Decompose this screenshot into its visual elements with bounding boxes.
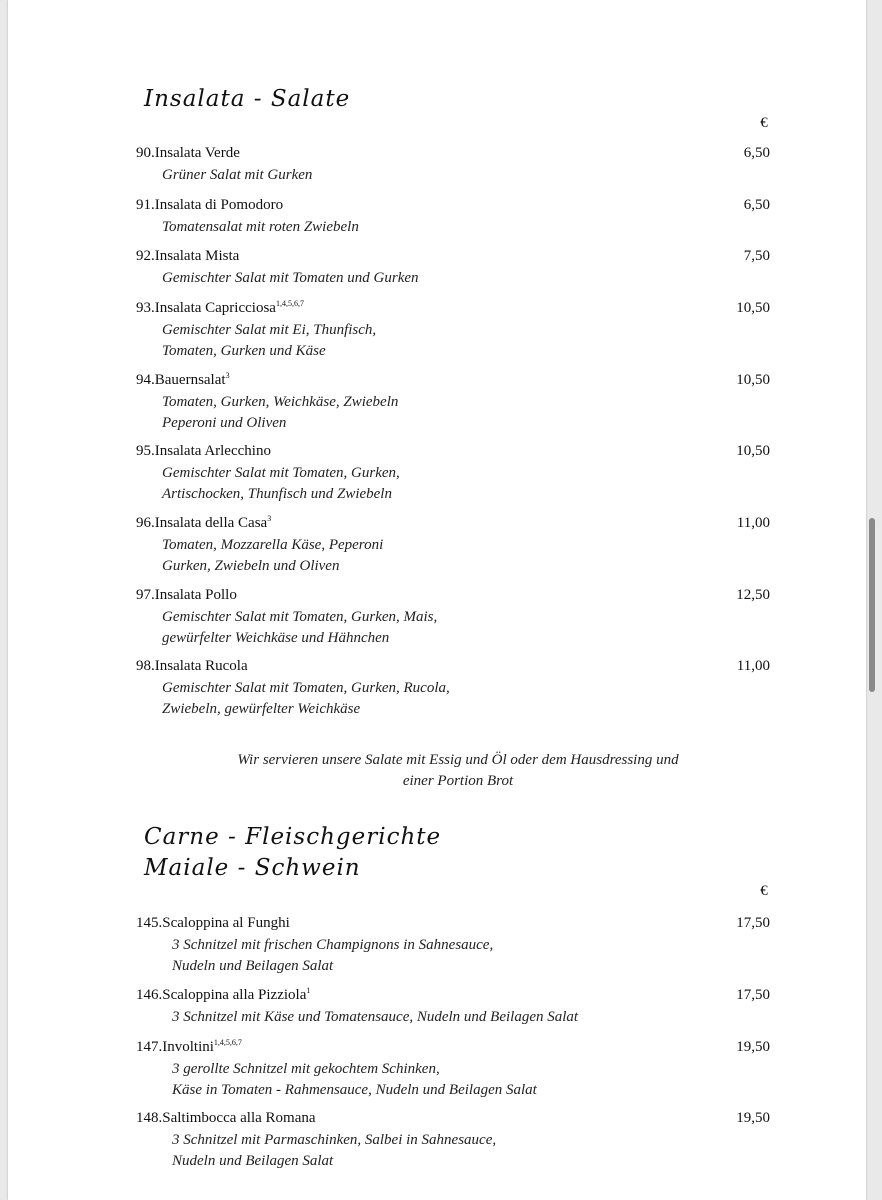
menu-item-title: Insalata di Pomodoro	[154, 197, 284, 213]
description-line: Gemischter Salat mit Ei, Thunfisch,	[162, 322, 377, 338]
menu-item-name	[136, 372, 230, 389]
menu-item-title: Insalata Mista	[154, 248, 240, 264]
description-line: Artischocken, Thunfisch und Zwiebeln	[162, 485, 392, 502]
description-line: Gemischter Salat mit Tomaten, Gurken, Rucola,	[162, 680, 450, 696]
menu-item-name	[136, 915, 290, 932]
menu-item-price: 10,50	[736, 443, 770, 459]
description-line: 3 Schnitzel mit Parmaschinken, Salbei in Sahnesauce,	[172, 1132, 497, 1148]
description-line: Nudeln und Beilagen Salat	[172, 957, 334, 974]
menu-item-number: 148.	[136, 1110, 163, 1126]
menu-item-price: 11,00	[736, 658, 770, 674]
menu-item-name	[136, 145, 240, 162]
menu-item-description	[162, 320, 376, 361]
menu-item-number: 97.	[136, 587, 155, 603]
menu-item-description	[162, 678, 450, 719]
menu-item-title: Saltimbocca alla Romana	[162, 1110, 316, 1126]
description-line: 3 Schnitzel mit frischen Champignons in Sahnesauce,	[172, 937, 494, 953]
menu-item-title: Scaloppina al Funghi	[162, 915, 290, 931]
menu-item-number: 91.	[136, 197, 155, 213]
menu-item-number: 145.	[136, 915, 163, 931]
menu-item-name	[136, 1110, 316, 1127]
description-line: gewürfelter Weichkäse und Hähnchen	[162, 629, 390, 646]
currency-header-meat: €	[760, 883, 768, 899]
menu-item-name	[136, 658, 248, 675]
description-line: Gemischter Salat mit Tomaten und Gurken	[162, 270, 419, 286]
section-title-salads: Insalata - Salate	[144, 86, 351, 112]
menu-item-number: 146.	[136, 987, 163, 1003]
description-line: Nudeln und Beilagen Salat	[172, 1152, 334, 1169]
menu-item-name	[136, 1039, 242, 1056]
menu-item-number: 92.	[136, 248, 155, 264]
note-line: Wir servieren unsere Salate mit Essig und Öl oder dem Hausdressing und	[237, 752, 679, 768]
section-subtitle-pork: Maiale - Schwein	[144, 855, 361, 881]
menu-item-price: 7,50	[743, 248, 770, 264]
menu-item-number: 147.	[136, 1039, 163, 1055]
description-line: Tomaten, Gurken, Weichkäse, Zwiebeln	[162, 394, 399, 410]
menu-item-title: Bauernsalat	[154, 372, 226, 388]
menu-item-description	[172, 935, 493, 976]
menu-item-description	[162, 392, 398, 433]
allergen-codes: 3	[225, 371, 230, 380]
menu-item-price: 17,50	[736, 987, 770, 1003]
menu-item-description	[162, 165, 312, 186]
menu-item-number: 96.	[136, 515, 155, 531]
menu-item-title: Insalata Rucola	[154, 658, 248, 674]
menu-item-price: 10,50	[736, 300, 770, 316]
menu-item-description	[172, 1059, 537, 1100]
menu-item-price: 10,50	[736, 372, 770, 388]
menu-item-price: 19,50	[736, 1039, 770, 1055]
menu-item-name	[136, 248, 239, 265]
menu-item-price: 17,50	[736, 915, 770, 931]
menu-item-price: 6,50	[743, 197, 770, 213]
description-line: 3 gerollte Schnitzel mit gekochtem Schinken,	[172, 1061, 440, 1077]
description-line: Gemischter Salat mit Tomaten, Gurken,	[162, 465, 400, 481]
salad-serving-note	[128, 750, 788, 791]
allergen-codes: 1,4,5,6,7	[213, 1038, 242, 1047]
allergen-codes: 1	[306, 986, 311, 995]
description-line: Tomaten, Mozzarella Käse, Peperoni	[162, 537, 384, 553]
description-line: Zwiebeln, gewürfelter Weichkäse	[162, 700, 361, 717]
menu-item-price: 6,50	[743, 145, 770, 161]
menu-item-description	[162, 607, 437, 648]
menu-item-description	[172, 1007, 578, 1028]
section-title-meat: Carne - Fleischgerichte	[144, 824, 442, 850]
menu-item-title: Involtini	[162, 1039, 214, 1055]
note-line: einer Portion Brot	[402, 772, 514, 789]
description-line: Tomaten, Gurken und Käse	[162, 342, 326, 359]
menu-item-number: 95.	[136, 443, 155, 459]
menu-item-title: Insalata della Casa	[154, 515, 268, 531]
description-line: Peperoni und Oliven	[162, 414, 287, 431]
menu-item-name	[136, 515, 271, 532]
description-line: Gurken, Zwiebeln und Oliven	[162, 557, 340, 574]
menu-item-name	[136, 300, 304, 317]
menu-item-description	[162, 268, 419, 289]
menu-item-title: Insalata Arlecchino	[154, 443, 271, 459]
menu-item-number: 93.	[136, 300, 155, 316]
menu-item-description	[162, 535, 383, 576]
menu-item-number: 98.	[136, 658, 155, 674]
menu-item-description	[172, 1130, 496, 1171]
currency-header-salads: €	[760, 115, 768, 131]
menu-item-price: 12,50	[736, 587, 770, 603]
description-line: Tomatensalat mit roten Zwiebeln	[162, 219, 359, 235]
menu-item-title: Insalata Capricciosa	[154, 300, 276, 316]
description-line: Gemischter Salat mit Tomaten, Gurken, Mais,	[162, 609, 438, 625]
menu-item-title: Scaloppina alla Pizziola	[162, 987, 307, 1003]
menu-item-name	[136, 443, 271, 460]
menu-item-number: 94.	[136, 372, 155, 388]
menu-item-price: 19,50	[736, 1110, 770, 1126]
menu-item-name	[136, 587, 237, 604]
menu-item-number: 90.	[136, 145, 155, 161]
description-line: Grüner Salat mit Gurken	[162, 167, 313, 183]
menu-item-name	[136, 987, 310, 1004]
scrollbar-thumb[interactable]	[869, 518, 875, 692]
description-line: Käse in Tomaten - Rahmensauce, Nudeln und Beilagen Salat	[172, 1081, 537, 1098]
menu-item-title: Insalata Verde	[154, 145, 240, 161]
menu-item-title: Insalata Pollo	[154, 587, 237, 603]
menu-item-price: 11,00	[736, 515, 770, 531]
menu-item-name	[136, 197, 283, 214]
menu-item-description	[162, 463, 400, 504]
menu-item-description	[162, 217, 359, 238]
allergen-codes: 3	[267, 514, 272, 523]
menu-page	[8, 0, 866, 1200]
allergen-codes: 1,4,5,6,7	[275, 299, 304, 308]
description-line: 3 Schnitzel mit Käse und Tomatensauce, Nudeln und Beilagen Salat	[172, 1009, 579, 1025]
